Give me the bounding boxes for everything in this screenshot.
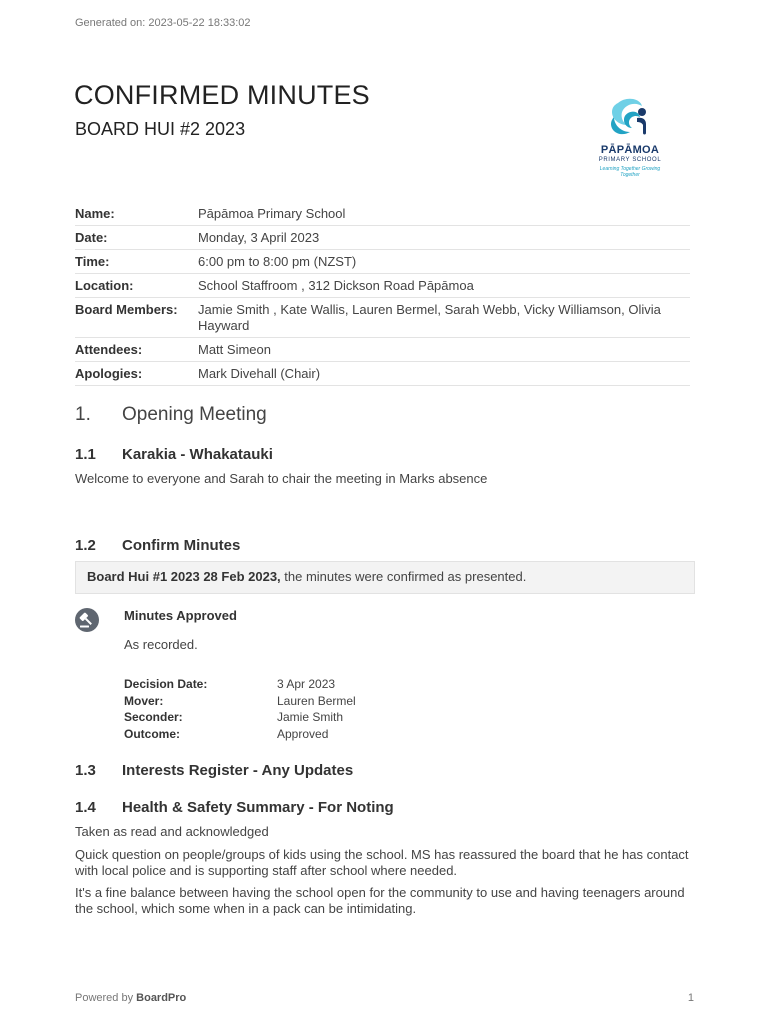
decision-value: 3 Apr 2023 xyxy=(277,677,336,692)
section-title: Opening Meeting xyxy=(122,404,267,425)
detail-label: Location: xyxy=(75,274,198,298)
detail-label: Time: xyxy=(75,250,198,274)
item-title: Health & Safety Summary - For Noting xyxy=(122,799,394,816)
detail-label: Attendees: xyxy=(75,338,198,362)
decision-row xyxy=(124,726,356,743)
detail-label: Name: xyxy=(75,202,198,226)
logo-name: PĀPĀMOA xyxy=(600,144,660,156)
detail-value: Monday, 3 April 2023 xyxy=(198,226,690,250)
item-heading-interests-register xyxy=(75,762,353,779)
document-title: CONFIRMED MINUTES xyxy=(74,80,370,110)
minutes-confirmation-box xyxy=(75,561,695,594)
detail-value: 6:00 pm to 8:00 pm (NZST) xyxy=(198,250,690,274)
meeting-detail-row xyxy=(75,338,690,362)
item-title: Karakia - Whakatauki xyxy=(122,446,273,463)
detail-value: Pāpāmoa Primary School xyxy=(198,202,690,226)
meeting-detail-row xyxy=(75,226,690,250)
logo-subtitle: PRIMARY SCHOOL xyxy=(598,157,662,163)
meeting-details-table xyxy=(75,202,690,386)
decision-details-table xyxy=(124,676,356,742)
meeting-detail-row xyxy=(75,274,690,298)
confirmation-reference: Board Hui #1 2023 28 Feb 2023, xyxy=(87,569,281,584)
health-safety-paragraph: Quick question on people/groups of kids using the school. MS has reassured the board that he has contact with local police and is supporting staff after school where needed. xyxy=(75,847,689,878)
section-number: 1. xyxy=(75,404,91,425)
item-number: 1.3 xyxy=(75,762,96,779)
meeting-detail-row xyxy=(75,250,690,274)
decision-description: As recorded. xyxy=(124,637,198,652)
detail-value: School Staffroom , 312 Dickson Road Pāpāmoa xyxy=(198,274,690,298)
health-safety-paragraph: Taken as read and acknowledged xyxy=(75,824,269,839)
item-number: 1.1 xyxy=(75,446,96,463)
karakia-text: Welcome to everyone and Sarah to chair the meeting in Marks absence xyxy=(75,471,488,486)
generated-timestamp: Generated on: 2023-05-22 18:33:02 xyxy=(75,17,251,29)
item-title: Confirm Minutes xyxy=(122,537,241,554)
item-heading-karakia xyxy=(75,446,273,463)
document-subtitle: BOARD HUI #2 2023 xyxy=(75,119,246,139)
section-heading-opening-meeting xyxy=(75,404,267,426)
decision-label: Seconder: xyxy=(124,710,183,725)
decision-title: Minutes Approved xyxy=(124,608,237,623)
footer-powered-by xyxy=(75,992,186,1004)
detail-label: Date: xyxy=(75,226,198,250)
decision-label: Outcome: xyxy=(124,726,181,741)
detail-value: Mark Divehall (Chair) xyxy=(198,362,690,386)
detail-label: Board Members: xyxy=(75,298,198,338)
meeting-detail-row xyxy=(75,298,690,338)
footer-prefix: Powered by xyxy=(75,992,137,1004)
decision-value: Approved xyxy=(277,726,329,741)
wave-figure-icon xyxy=(590,97,670,143)
logo-tagline: Learning Together Growing Together xyxy=(599,166,661,178)
item-heading-confirm-minutes xyxy=(75,537,240,554)
decision-label: Mover: xyxy=(124,693,164,708)
meeting-detail-row xyxy=(75,202,690,226)
detail-value: Jamie Smith , Kate Wallis, Lauren Bermel, Sarah Webb, Vicky Williamson, Olivia Hayward xyxy=(198,298,690,338)
page-number: 1 xyxy=(687,992,694,1004)
item-number: 1.4 xyxy=(75,799,96,816)
item-heading-health-safety xyxy=(75,799,394,816)
detail-value: Matt Simeon xyxy=(198,338,690,362)
footer-brand: BoardPro xyxy=(136,992,187,1004)
health-safety-paragraph: It's a fine balance between having the school open for the community to use and having teenagers around the school, which some when in a pack can be intimidating. xyxy=(75,885,685,916)
decision-label: Decision Date: xyxy=(124,677,208,692)
confirmation-text xyxy=(87,569,526,584)
decision-row xyxy=(124,676,356,693)
decision-row xyxy=(124,693,356,710)
confirmation-statement: the minutes were confirmed as presented. xyxy=(280,569,527,584)
item-number: 1.2 xyxy=(75,537,96,554)
gavel-icon xyxy=(75,608,99,632)
decision-value: Lauren Bermel xyxy=(277,693,356,708)
detail-label: Apologies: xyxy=(75,362,198,386)
decision-row xyxy=(124,709,356,726)
decision-value: Jamie Smith xyxy=(277,710,344,725)
item-title: Interests Register - Any Updates xyxy=(122,762,354,779)
school-logo xyxy=(590,97,670,179)
meeting-detail-row xyxy=(75,362,690,386)
